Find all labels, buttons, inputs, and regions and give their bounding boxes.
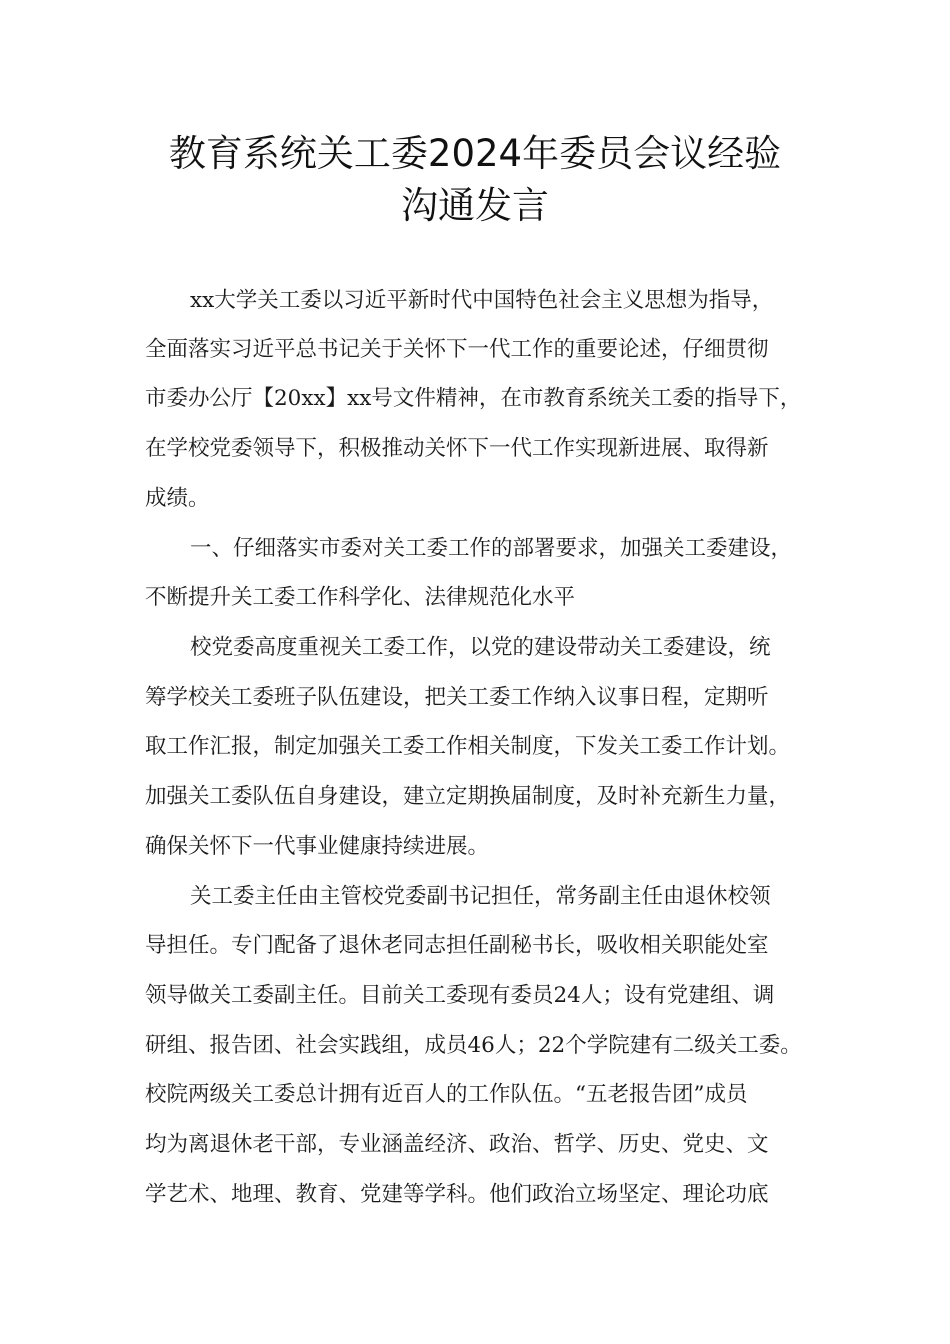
paragraph-line: 成绩。 — [145, 486, 210, 511]
paragraph-line: 导担任。专门配备了退休老同志担任副秘书长，吸收相关职能处室 — [145, 933, 769, 958]
paragraph-line: 均为离退休老干部，专业涵盖经济、政治、哲学、历史、党史、文 — [145, 1132, 769, 1157]
section-heading-line: 一、仔细落实市委对关工委工作的部署要求，加强关工委建设， — [190, 536, 793, 561]
paragraph-line: 加强关工委队伍自身建设，建立定期换届制度，及时补充新生力量， — [145, 784, 791, 809]
paragraph-line: 确保关怀下一代事业健康持续进展。 — [145, 834, 490, 859]
paragraph-line: 全面落实习近平总书记关于关怀下一代工作的重要论述，仔细贯彻 — [145, 337, 769, 362]
paragraph-line: 领导做关工委副主任。目前关工委现有委员24人；设有党建组、调 — [145, 983, 775, 1008]
paragraph-line: 市委办公厅【20xx】xx号文件精神，在市教育系统关工委的指导下， — [145, 386, 802, 411]
title-line-2: 沟通发言 — [401, 184, 549, 227]
paragraph-line: 研组、报告团、社会实践组，成员46人；22个学院建有二级关工委。 — [145, 1033, 802, 1058]
paragraph-line: 关工委主任由主管校党委副书记担任，常务副主任由退休校领 — [190, 884, 771, 909]
title-line-1: 教育系统关工委2024年委员会议经验 — [168, 132, 782, 175]
section-heading-line: 不断提升关工委工作科学化、法律规范化水平 — [145, 585, 576, 610]
paragraph-line: 在学校党委领导下，积极推动关怀下一代工作实现新进展、取得新 — [145, 436, 769, 461]
paragraph-line: 取工作汇报，制定加强关工委工作相关制度，下发关工委工作计划。 — [145, 734, 791, 759]
document-title — [0, 128, 950, 232]
paragraph-line: 学艺术、地理、教育、党建等学科。他们政治立场坚定、理论功底 — [145, 1182, 769, 1207]
paragraph-line: 校院两级关工委总计拥有近百人的工作队伍。“五老报告团”成员 — [145, 1082, 748, 1107]
paragraph-line: 筹学校关工委班子队伍建设，把关工委工作纳入议事日程，定期听 — [145, 685, 769, 710]
paragraph-line: xx大学关工委以习近平新时代中国特色社会主义思想为指导， — [190, 288, 774, 313]
paragraph-line: 校党委高度重视关工委工作，以党的建设带动关工委建设，统 — [190, 635, 771, 660]
